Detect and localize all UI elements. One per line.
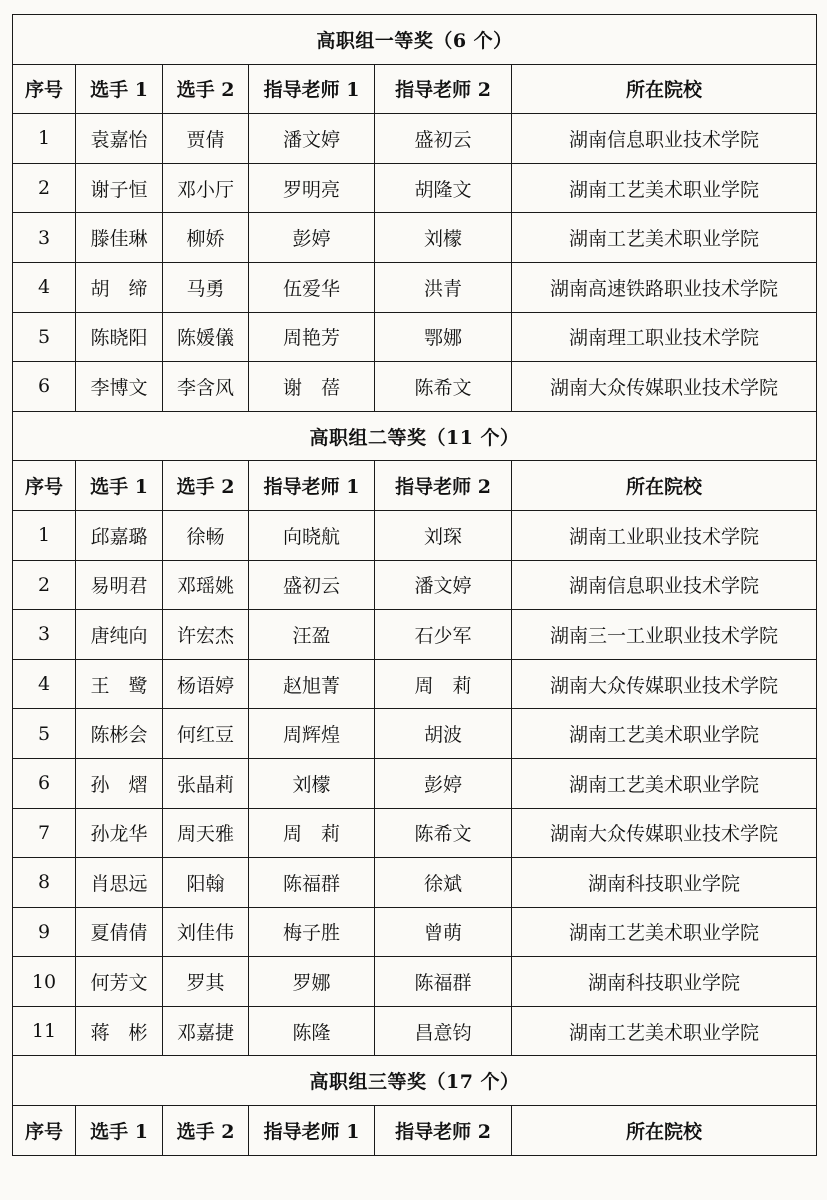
teacher1-header: 指导老师 1 <box>249 461 375 511</box>
teacher2-cell: 胡波 <box>375 709 512 759</box>
serial-cell: 1 <box>13 510 76 560</box>
school-header: 所在院校 <box>512 461 817 511</box>
serial-cell: 1 <box>13 114 76 164</box>
player1-cell: 易明君 <box>76 560 163 610</box>
player2-cell: 邓瑶姚 <box>163 560 249 610</box>
teacher2-cell: 鄂娜 <box>375 312 512 362</box>
section-title-row <box>13 15 817 65</box>
player1-cell: 陈彬会 <box>76 709 163 759</box>
school-header: 所在院校 <box>512 64 817 114</box>
player1-cell: 李博文 <box>76 362 163 412</box>
teacher1-cell: 罗明亮 <box>249 163 375 213</box>
table-row <box>13 1006 817 1056</box>
player2-cell: 张晶莉 <box>163 758 249 808</box>
serial-header: 序号 <box>13 1106 76 1156</box>
teacher2-cell: 陈希文 <box>375 808 512 858</box>
school-cell: 湖南大众传媒职业技术学院 <box>512 362 817 412</box>
school-cell: 湖南科技职业学院 <box>512 957 817 1007</box>
teacher2-cell: 洪青 <box>375 262 512 312</box>
school-cell: 湖南三一工业职业技术学院 <box>512 610 817 660</box>
table-row <box>13 957 817 1007</box>
teacher2-cell: 周 莉 <box>375 659 512 709</box>
school-cell: 湖南工艺美术职业学院 <box>512 709 817 759</box>
serial-cell: 4 <box>13 659 76 709</box>
table-row <box>13 560 817 610</box>
table-row <box>13 213 817 263</box>
teacher2-cell: 陈希文 <box>375 362 512 412</box>
player2-cell: 邓小厅 <box>163 163 249 213</box>
teacher1-cell: 伍爱华 <box>249 262 375 312</box>
serial-cell: 9 <box>13 907 76 957</box>
awards-table <box>12 14 817 1156</box>
player1-cell: 唐纯向 <box>76 610 163 660</box>
school-cell: 湖南理工职业技术学院 <box>512 312 817 362</box>
section-title-row <box>13 411 817 461</box>
school-header: 所在院校 <box>512 1106 817 1156</box>
teacher1-header: 指导老师 1 <box>249 64 375 114</box>
serial-cell: 8 <box>13 858 76 908</box>
school-cell: 湖南工艺美术职业学院 <box>512 907 817 957</box>
teacher2-header: 指导老师 2 <box>375 461 512 511</box>
teacher1-cell: 潘文婷 <box>249 114 375 164</box>
player1-cell: 袁嘉怡 <box>76 114 163 164</box>
player2-header: 选手 2 <box>163 1106 249 1156</box>
player1-cell: 蒋 彬 <box>76 1006 163 1056</box>
player1-header: 选手 1 <box>76 1106 163 1156</box>
teacher1-cell: 周艳芳 <box>249 312 375 362</box>
table-row <box>13 858 817 908</box>
teacher1-cell: 盛初云 <box>249 560 375 610</box>
school-cell: 湖南工艺美术职业学院 <box>512 758 817 808</box>
player1-cell: 滕佳琳 <box>76 213 163 263</box>
column-header-row <box>13 64 817 114</box>
teacher1-cell: 汪盈 <box>249 610 375 660</box>
player2-cell: 许宏杰 <box>163 610 249 660</box>
player2-cell: 罗其 <box>163 957 249 1007</box>
player2-cell: 周天雅 <box>163 808 249 858</box>
player1-header: 选手 1 <box>76 64 163 114</box>
section-title: 高职组二等奖（11 个） <box>13 411 817 461</box>
teacher2-cell: 彭婷 <box>375 758 512 808</box>
teacher1-cell: 周 莉 <box>249 808 375 858</box>
serial-cell: 7 <box>13 808 76 858</box>
serial-cell: 6 <box>13 758 76 808</box>
section-title: 高职组一等奖（6 个） <box>13 15 817 65</box>
table-row <box>13 659 817 709</box>
teacher2-cell: 刘琛 <box>375 510 512 560</box>
player2-cell: 李含风 <box>163 362 249 412</box>
player2-cell: 柳娇 <box>163 213 249 263</box>
player2-cell: 邓嘉捷 <box>163 1006 249 1056</box>
school-cell: 湖南大众传媒职业技术学院 <box>512 808 817 858</box>
player1-cell: 肖思远 <box>76 858 163 908</box>
teacher2-cell: 徐斌 <box>375 858 512 908</box>
table-row <box>13 510 817 560</box>
player2-cell: 徐畅 <box>163 510 249 560</box>
player2-cell: 陈媛儀 <box>163 312 249 362</box>
table-row <box>13 114 817 164</box>
section-title: 高职组三等奖（17 个） <box>13 1056 817 1106</box>
table-row <box>13 163 817 213</box>
teacher2-cell: 曾萌 <box>375 907 512 957</box>
column-header-row <box>13 461 817 511</box>
serial-cell: 5 <box>13 709 76 759</box>
teacher1-cell: 向晓航 <box>249 510 375 560</box>
player1-cell: 胡 缔 <box>76 262 163 312</box>
player2-cell: 阳翰 <box>163 858 249 908</box>
player1-cell: 邱嘉璐 <box>76 510 163 560</box>
teacher2-cell: 陈福群 <box>375 957 512 1007</box>
player1-cell: 陈晓阳 <box>76 312 163 362</box>
serial-cell: 3 <box>13 213 76 263</box>
player2-cell: 马勇 <box>163 262 249 312</box>
serial-cell: 11 <box>13 1006 76 1056</box>
player1-cell: 何芳文 <box>76 957 163 1007</box>
school-cell: 湖南信息职业技术学院 <box>512 114 817 164</box>
teacher1-cell: 陈福群 <box>249 858 375 908</box>
teacher2-cell: 潘文婷 <box>375 560 512 610</box>
table-row <box>13 362 817 412</box>
teacher1-cell: 彭婷 <box>249 213 375 263</box>
teacher2-cell: 刘檬 <box>375 213 512 263</box>
teacher1-cell: 周辉煌 <box>249 709 375 759</box>
serial-cell: 10 <box>13 957 76 1007</box>
teacher1-cell: 赵旭菁 <box>249 659 375 709</box>
player1-cell: 谢子恒 <box>76 163 163 213</box>
table-row <box>13 808 817 858</box>
teacher2-cell: 石少军 <box>375 610 512 660</box>
player2-cell: 贾倩 <box>163 114 249 164</box>
table-row <box>13 907 817 957</box>
serial-cell: 2 <box>13 163 76 213</box>
player2-cell: 杨语婷 <box>163 659 249 709</box>
player2-cell: 刘佳伟 <box>163 907 249 957</box>
school-cell: 湖南信息职业技术学院 <box>512 560 817 610</box>
section-title-row <box>13 1056 817 1106</box>
school-cell: 湖南大众传媒职业技术学院 <box>512 659 817 709</box>
teacher1-cell: 刘檬 <box>249 758 375 808</box>
serial-cell: 4 <box>13 262 76 312</box>
player2-header: 选手 2 <box>163 64 249 114</box>
table-row <box>13 709 817 759</box>
player1-cell: 王 鹭 <box>76 659 163 709</box>
awards-table-body <box>13 15 817 1156</box>
teacher1-header: 指导老师 1 <box>249 1106 375 1156</box>
player1-header: 选手 1 <box>76 461 163 511</box>
player2-header: 选手 2 <box>163 461 249 511</box>
serial-cell: 5 <box>13 312 76 362</box>
serial-cell: 3 <box>13 610 76 660</box>
school-cell: 湖南高速铁路职业技术学院 <box>512 262 817 312</box>
teacher2-cell: 昌意钧 <box>375 1006 512 1056</box>
table-row <box>13 312 817 362</box>
school-cell: 湖南工艺美术职业学院 <box>512 163 817 213</box>
school-cell: 湖南工艺美术职业学院 <box>512 213 817 263</box>
player2-cell: 何红豆 <box>163 709 249 759</box>
table-row <box>13 262 817 312</box>
teacher1-cell: 谢 蓓 <box>249 362 375 412</box>
teacher2-header: 指导老师 2 <box>375 64 512 114</box>
player1-cell: 孙 熠 <box>76 758 163 808</box>
teacher2-cell: 盛初云 <box>375 114 512 164</box>
player1-cell: 夏倩倩 <box>76 907 163 957</box>
school-cell: 湖南科技职业学院 <box>512 858 817 908</box>
teacher2-header: 指导老师 2 <box>375 1106 512 1156</box>
school-cell: 湖南工艺美术职业学院 <box>512 1006 817 1056</box>
player1-cell: 孙龙华 <box>76 808 163 858</box>
serial-cell: 6 <box>13 362 76 412</box>
table-row <box>13 758 817 808</box>
serial-header: 序号 <box>13 64 76 114</box>
column-header-row <box>13 1106 817 1156</box>
table-row <box>13 610 817 660</box>
teacher1-cell: 梅子胜 <box>249 907 375 957</box>
school-cell: 湖南工业职业技术学院 <box>512 510 817 560</box>
teacher1-cell: 罗娜 <box>249 957 375 1007</box>
serial-header: 序号 <box>13 461 76 511</box>
teacher1-cell: 陈隆 <box>249 1006 375 1056</box>
serial-cell: 2 <box>13 560 76 610</box>
teacher2-cell: 胡隆文 <box>375 163 512 213</box>
